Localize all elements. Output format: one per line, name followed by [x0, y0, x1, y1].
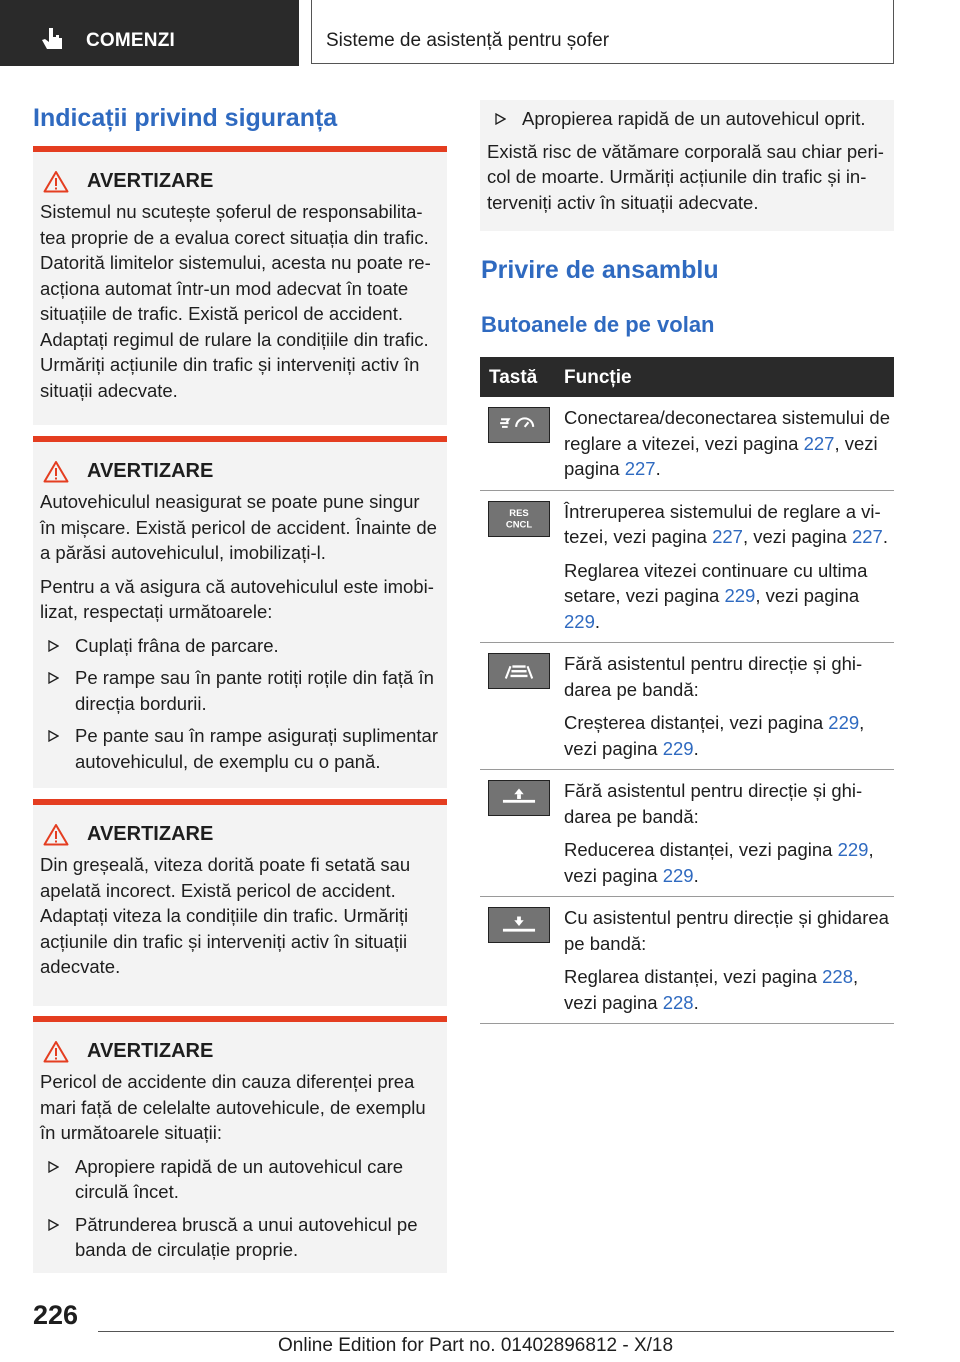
warning-continuation	[480, 100, 894, 231]
text-segment: .	[594, 610, 601, 632]
page-link[interactable]: 227	[803, 432, 835, 454]
function-text	[564, 837, 894, 888]
warning-label: AVERTIZARE	[87, 170, 214, 192]
bullet-triangle-icon	[495, 113, 506, 125]
warning-triangle-icon	[43, 170, 69, 193]
warning-text: Există risc de vătămare corporală sau chiar pericol de moarte. Urmăriți acțiunile din trafic și interveniți activ în situații adecvate.	[487, 140, 884, 213]
column-key-header: Tastă	[489, 367, 538, 388]
page-link[interactable]: 229	[662, 737, 694, 759]
warning-box	[33, 146, 447, 425]
function-text	[564, 710, 894, 761]
page-link[interactable]: 228	[822, 966, 854, 987]
table-row	[480, 491, 894, 644]
footer-edition: Online Edition for Part no. 01402896812 - X/18	[278, 1335, 674, 1356]
text-segment: Fără asistentul pentru direcție și ghidarea pe bandă:	[564, 780, 863, 827]
warning-text: Sistemul nu scutește șoferul de responsabilitatea proprie de a evalua corect situația din trafic. Datorită limitelor sistemului, acesta nu poate reacționa automat într-un mod adecvat în toate situațiile de trafic. Există pericol de accident. Adaptați regimul de rulare la condițiile din trafic. Urmăriți acțiunile din trafic și interveniți activ în situații adecvate.	[40, 201, 431, 401]
text-segment: .	[693, 991, 699, 1013]
warning-box	[33, 799, 447, 1006]
button-icon-box	[488, 501, 550, 537]
button-icon-box	[488, 907, 550, 943]
list-item: Pe pante sau în rampe asigurați suplimentar autovehiculul, de exemplu cu o pană.	[40, 723, 440, 774]
list-item: Pătrunderea bruscă a unui autovehicul pe banda de circulație proprie.	[40, 1212, 440, 1263]
page-number: 226	[33, 1300, 79, 1330]
bullet-triangle-icon	[48, 1161, 59, 1173]
warning-text: Pericol de accidente din cauza diferenței prea mari față de celelalte autovehicule, de exemplu în următoarele situații:	[40, 1071, 426, 1143]
text-segment: , vezi pagina	[564, 712, 865, 759]
text-segment: Cu asistentul pentru direcție și ghidarea pe bandă:	[564, 907, 889, 954]
warning-box	[33, 1016, 447, 1273]
page-link[interactable]: 229	[724, 585, 756, 606]
function-text	[564, 778, 894, 829]
warning-triangle-icon	[43, 823, 69, 846]
button-icon-box	[488, 780, 550, 816]
warning-title	[43, 1040, 440, 1063]
distance-increase-icon	[489, 654, 549, 688]
text-segment: Reducerea distanței, vezi pagina	[564, 839, 838, 860]
page-link[interactable]: 229	[662, 864, 694, 886]
function-text	[564, 905, 894, 956]
text-segment: .	[693, 864, 699, 886]
bullet-triangle-icon	[48, 730, 59, 742]
warning-title	[43, 170, 440, 193]
text-segment: .	[693, 737, 699, 759]
column-function-header: Funcție	[564, 367, 632, 388]
safety-heading: Indicații privind siguranța	[33, 104, 338, 132]
text-segment: Conectarea/deconectarea sistemului de reglare a vitezei, vezi pagina	[564, 407, 890, 454]
buttons-table	[480, 357, 894, 1024]
button-icon-box	[488, 407, 550, 443]
bullet-triangle-icon	[48, 672, 59, 684]
button-icon-box	[488, 653, 550, 689]
distance-setting-icon	[489, 908, 549, 942]
text-segment: Reglarea vitezei continuare cu ultima setare, vezi pagina	[564, 559, 868, 606]
text-segment: , vezi pagina	[755, 585, 860, 606]
page-link[interactable]: 229	[837, 839, 869, 860]
text-segment: Reglarea distanței, vezi pagina	[564, 966, 823, 987]
bullet-triangle-icon	[48, 640, 59, 652]
text-segment: , vezi pagina	[564, 432, 878, 479]
text-segment: , vezi pagina	[742, 526, 852, 547]
table-row	[480, 643, 894, 770]
bullet-triangle-icon	[48, 1219, 59, 1231]
list-item: Pe rampe sau în pante rotiți roțile din față în direcția bordurii.	[40, 665, 440, 716]
header-section-tab	[0, 0, 299, 66]
page-link[interactable]: 228	[662, 991, 694, 1013]
header-chapter-label: Sisteme de asistență pentru șofer	[326, 30, 610, 51]
function-text	[564, 964, 894, 1015]
res-cncl-icon	[489, 502, 549, 536]
warning-text: Autovehiculul neasigurat se poate pune singur în mișcare. Există pericol de accident. Înainte de a părăsi autovehiculul, imobilizați-l.	[40, 491, 437, 563]
warning-label: AVERTIZARE	[87, 823, 214, 845]
text-segment: , vezi pagina	[564, 966, 859, 1013]
warning-title	[43, 460, 440, 483]
function-text	[564, 405, 894, 482]
function-text	[564, 558, 894, 635]
warning-text: Din greșeală, viteza dorită poate fi setată sau apelată incorect. Există pericol de accident. Adaptați viteza la condițiile din trafic. Urmăriți acțiunile din trafic și interveniți activ în situații adecvate.	[40, 854, 411, 977]
distance-decrease-icon	[489, 781, 549, 815]
header-chapter-box	[311, 0, 894, 64]
page-link[interactable]: 227	[624, 458, 656, 479]
warning-text: Pentru a vă asigura că autovehiculul este imobilizat, respectați următoarele:	[40, 575, 434, 622]
cruise-control-on-off-icon	[489, 408, 549, 442]
page-link[interactable]: 229	[564, 610, 595, 632]
steering-buttons-heading: Butoanele de pe volan	[481, 312, 715, 337]
function-text	[564, 651, 894, 702]
header-section-label: COMENZI	[86, 30, 176, 51]
warning-triangle-icon	[43, 460, 69, 483]
text-segment: Creșterea distanței, vezi pagina	[564, 712, 829, 733]
list-item: Apropiere rapidă de un autovehicul care circulă încet.	[40, 1154, 440, 1205]
warning-label: AVERTIZARE	[87, 1040, 214, 1062]
table-row	[480, 770, 894, 897]
list-item: Apropierea rapidă de un autovehicul oprit.	[487, 106, 887, 132]
list-item: Cuplați frâna de parcare.	[40, 633, 440, 659]
page-link[interactable]: 227	[851, 526, 883, 547]
page-link[interactable]: 229	[828, 712, 860, 733]
text-segment: .	[655, 458, 661, 479]
table-row	[480, 897, 894, 1024]
table-row	[480, 397, 894, 491]
warning-title	[43, 823, 440, 846]
warning-box	[33, 436, 447, 788]
cncl-label: CNCL	[505, 519, 533, 530]
page-link[interactable]: 227	[712, 526, 743, 547]
warning-list	[40, 633, 440, 775]
text-segment: .	[882, 526, 888, 547]
res-label: RES	[509, 507, 529, 519]
warning-triangle-icon	[43, 1040, 69, 1063]
footer-divider	[98, 1331, 894, 1332]
hand-pointer-icon	[40, 26, 66, 52]
table-header	[480, 357, 894, 397]
text-segment: Întreruperea sistemului de reglare a vitezei, vezi pagina	[564, 500, 881, 547]
overview-heading: Privire de ansamblu	[481, 256, 719, 284]
function-text	[564, 499, 894, 550]
warning-list	[40, 1154, 440, 1263]
warning-label: AVERTIZARE	[87, 460, 214, 482]
text-segment: Fără asistentul pentru direcție și ghidarea pe bandă:	[564, 653, 863, 700]
text-segment: , vezi pagina	[564, 839, 874, 886]
